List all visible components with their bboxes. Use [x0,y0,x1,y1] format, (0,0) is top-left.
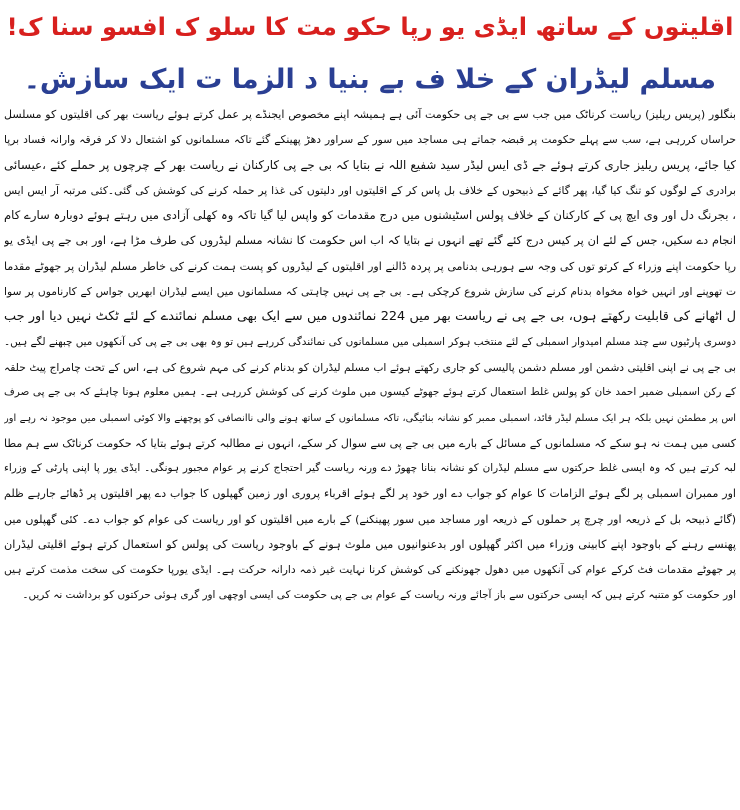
body-line: کیا جائے، پریس ریلیز جاری کرتے ہوئے جے ڈی ایس لیڈر سید شفیع اللہ نے بتایا کہ بی جے پی کارکنان نے ریاست بھر کے چرچوں پر حملے کئے ،عیسائی [4,157,736,172]
body-line: دوسری پارٹیوں سے چند مسلم امیدوار اسمبلی کے لئے منتخب ہوکر اسمبلی میں مسلمانوں کی نمائندگی کررہے ہیں تو وہ بھی بی جے پی کی آنکھوں میں چبھنے لگے ہیں۔ [4,335,736,348]
body-line: ، بجرنگ دل اور وی ایچ پی کے کارکنان کے خلاف پولس اسٹیشنوں میں درج مقدمات کو واپس لیا گیا تاکہ وہ کھلی آزادی میں رہتے ہوئے دوبارہ سارے کام [4,208,736,223]
body-line: ل اٹھانے کی قابلیت رکھتے ہوں، بی جے پی نے ریاست بھر میں 224 نمائندوں میں سے ایک بھی مسلم نمائندے کے لئے ٹکٹ نہیں دیا اور جب [4,309,736,325]
body-line: انجام دے سکیں، جس کے لئے ان پر کیس درج کئے گئے تھے انہوں نے بتایا کہ اب اس حکومت کا نشانہ مسلم لیڈروں کی طرف مڑا ہے، اور بی جے پی ایڈی یو [4,234,736,248]
body-line: پر جھوٹے مقدمات فٹ کرکے عوام کی آنکھوں میں دھول جھونکنے کی کوشش کرنا نہایت غیر ذمہ دارانہ حرکت ہے۔ ایڈی یورپا حکومت کی سخت مذمت کرتے ہیں [4,563,736,577]
body-line: (گائے ذبیحہ بل کے ذریعہ اور چرچ پر حملوں کے ذریعہ اور مساجد میں سور پھینکنے) کے بارے میں اقلیتوں کو اور ریاست کی عوام کو جواب دے۔ کئی گھپلوں میں [4,512,736,526]
body-line: پھنسے رہنے کے باوجود اپنے کابینی وزراء میں اکثر گھپلوں اور بدعنوانیوں میں ملوث ہونے کے باوجود ریاست کی پولس کو استعمال کرتے ہوئے اقلیتی لیڈران [4,538,736,552]
body-line: ت تھوپنے اور انہیں خواہ مخواہ بدنام کرنے کی سازش شروع کرچکی ہے۔ بی جے پی نہیں چاہتی کہ مسلمانوں میں ایسے لیڈران ابھریں جواس کے کارناموں پر سوا [4,285,736,299]
body-line: حراساں کررہی ہے، سب سے پہلے حکومت پر قبضہ جماتے ہی مساجد میں سور کے سراور دھڑ پھینکے گئے تاکہ مسلمانوں کو اشتعال دلا کر فرقہ وارانہ فساد برپا [4,133,736,147]
body-line: لبہ کرتے ہیں کہ وہ ایسی غلط حرکتوں سے مسلم لیڈران کو نشانہ بنانا چھوڑ دے ورنہ ریاست گیر احتجاج کرنے پر عوام مجبور ہونگی۔ ایڈی یور پا اپنی پارٹی کے وزراء [4,462,736,475]
body-line: کسی میں ہمت نہ ہو سکے کہ مسلمانوں کے مسائل کے بارے میں بی جے پی سے سوال کر سکے، انہوں نے مطالبہ کرتے ہوئے بتایا کہ حکومت کرناٹک سے ہم مطا [4,436,736,450]
subheadline: مسلم لیڈران کے خلا ف بے بنیا د الزما ت ایک سازش۔ [24,64,716,95]
body-line: بی جے پی نے اپنی اقلیتی دشمن اور مسلم دشمن پالیسی کو جاری رکھتے ہوئے اب مسلم لیڈران کو بدنام کرنے کی مہم شروع کی ہے، اس کے تحت چامراج پیٹ حلقہ [4,360,736,374]
body-line: بنگلور (پریس ریلیز) ریاست کرناٹک میں جب سے بی جے پی حکومت آئی ہے ہمیشہ اپنے مخصوص ایجنڈے پر عمل کرتے ہوئے ریاست بھر کی اقلیتوں کو مسلسل [4,108,736,121]
body-line: اس پر مطمئن نہیں بلکہ ہر ایک مسلم لیڈر قائد، اسمبلی ممبر کو نشانہ بنائیگی، تاکہ مسلمانوں کے ساتھ ہونے والی ناانصافی کو پوچھنے والا کوئی اسمبلی میں موجود نہ رہے اور [4,412,736,424]
body-line: اور ممبران اسمبلی پر لگے ہوئے الزامات کا عوام کو جواب دے اور خود پر لگے ہوئے اقرباء پروری اور زمین گھپلوں کا جواب دے پھر اقلیتوں پر ڈھائے جارہے ظلم [4,487,736,501]
body-line: اور حکومت کو متنبہ کرتے ہیں کہ ایسی حرکتوں سے باز آجائے ورنہ ریاست کے عوام بی جے پی حکومت کی ایسی اوچھی اور گری ہوئی حرکتوں کو برداشت نہ کریں۔ [22,588,736,601]
article-body [4,102,736,808]
body-line: رپا حکومت اپنے وزراء کے کرتو توں کی وجہ سے ہورہی بدنامی پر پردہ ڈالنے اور اقلیتوں کے لیڈروں کو پست ہمت کرنے کی خاطر مسلم لیڈران پر جھوٹے مقدما [4,259,736,273]
body-line: کے رکن اسمبلی ضمیر احمد خان کو پولس غلط استعمال کرتے ہوئے جھوٹے کیسوں میں ملوث کرنے کی کوشش کررہی ہے۔ ہمیں معلوم ہونا چاہئے کہ بی جے پی صرف [4,386,736,399]
body-line: برادری کے لوگوں کو تنگ کیا گیا، پھر گائے کے ذبیحوں کے خلاف بل پاس کر کے اقلیتوں اور دلیتوں کی غذا پر حملہ کرنے کی کوشش کی گئی۔کئی مرتبہ آر ایس ایس [4,183,736,197]
headline: اقلیتوں کے ساتھ ایڈی یو رپا حکو مت کا سلو ک افسو سنا ک! [6,13,734,41]
